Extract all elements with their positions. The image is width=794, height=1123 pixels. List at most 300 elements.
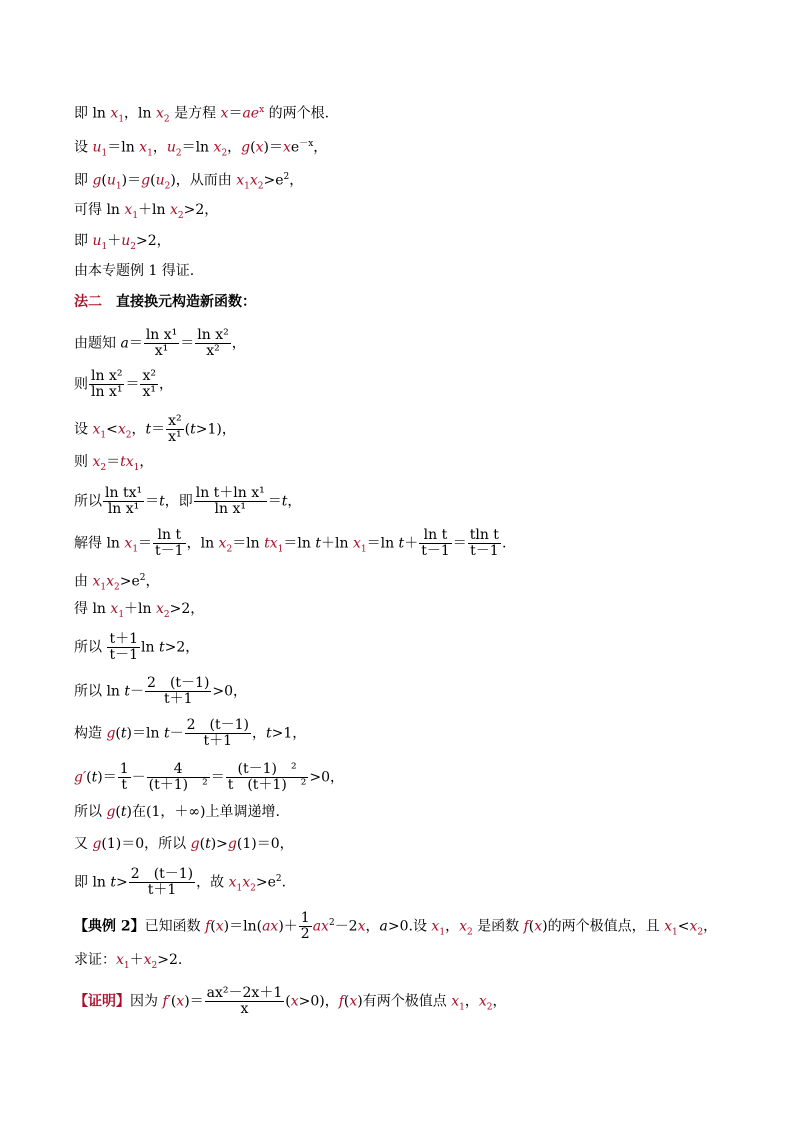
- math-line: [74, 762, 344, 793]
- text-run: x: [92, 573, 101, 590]
- text-run: >0，: [212, 683, 248, 700]
- text-run: >e: [255, 874, 276, 891]
- math-line: [74, 632, 199, 663]
- text-run: 是函数: [472, 918, 524, 935]
- text-run: 的两个根.: [264, 105, 330, 122]
- text-run: >e: [263, 172, 284, 189]
- fraction-denominator: t: [121, 777, 127, 793]
- subscript: 1: [101, 241, 108, 252]
- text-run: tx: [264, 535, 278, 552]
- subscript: 1: [672, 927, 678, 938]
- fraction: [419, 528, 452, 559]
- fraction: [226, 762, 309, 793]
- fraction-denominator: x¹: [154, 343, 169, 359]
- text-run: .: [281, 874, 287, 891]
- text-run: ，: [145, 573, 160, 590]
- text-run: t: [120, 725, 127, 742]
- text-line: [74, 834, 294, 854]
- superscript: x: [259, 105, 265, 115]
- fraction: [144, 328, 179, 359]
- fraction: [107, 632, 140, 663]
- text-run: 已知函数: [144, 918, 206, 935]
- text-run: g: [92, 172, 102, 189]
- text-run: 则: [74, 454, 93, 470]
- text-run: ，: [492, 993, 507, 1010]
- fraction: [166, 414, 184, 445]
- text-line: [74, 802, 280, 822]
- fraction-numerator: ln t＋ln x¹: [195, 485, 265, 501]
- math-line: [74, 369, 173, 400]
- text-run: x: [218, 535, 227, 552]
- text-run: 【证明】: [74, 993, 130, 1010]
- fraction: [195, 328, 230, 359]
- text-run: ，: [287, 493, 302, 510]
- text-run: －: [169, 725, 184, 742]
- fraction-denominator: ln x¹: [214, 501, 246, 517]
- text-run: a: [379, 918, 388, 935]
- text-run: x: [156, 601, 164, 617]
- text-run: x: [117, 421, 126, 438]
- text-run: 即: [74, 233, 93, 249]
- fraction-numerator: (t－1) ²: [226, 762, 309, 778]
- text-run: ，即: [164, 493, 193, 510]
- fraction-denominator: t－1: [470, 543, 499, 559]
- text-run: ，: [251, 725, 266, 742]
- text-run: x: [349, 993, 358, 1010]
- math-line: [74, 676, 247, 707]
- text-run: x: [689, 918, 698, 935]
- text-run: ，故: [196, 874, 229, 891]
- text-line: [74, 950, 182, 976]
- text-run: ＝: [180, 335, 195, 352]
- text-run: u: [106, 172, 116, 189]
- subscript: 1: [132, 544, 139, 555]
- text-run: ，: [445, 918, 460, 935]
- text-run: ，: [152, 139, 167, 156]
- text-run: ＝ln: [232, 535, 265, 552]
- superscript: －x: [299, 139, 314, 149]
- subscript: 2: [697, 927, 704, 938]
- fraction-numerator: ln x²: [197, 327, 229, 343]
- fraction-denominator: x¹: [168, 429, 182, 445]
- text-run: －: [131, 769, 146, 786]
- text-run: ＝: [210, 769, 225, 786]
- text-run: x: [92, 454, 101, 470]
- text-run: x: [255, 139, 264, 156]
- text-run: x: [92, 421, 101, 438]
- subscript: 1: [439, 927, 446, 938]
- text-run: t: [205, 836, 211, 852]
- text-run: x: [282, 139, 291, 156]
- subscript: 1: [118, 114, 125, 125]
- text-run: 所以: [74, 639, 107, 656]
- fraction: [194, 486, 267, 517]
- fraction-denominator: t－1: [155, 543, 184, 559]
- text-line: [74, 568, 159, 597]
- text-run: (1)＝0，: [236, 836, 294, 852]
- fraction-numerator: 2 (t－1): [130, 866, 194, 882]
- fraction-numerator: ln x¹: [145, 327, 178, 343]
- subscript: 2: [466, 927, 473, 938]
- text-run: t: [145, 421, 152, 438]
- subscript: 2: [175, 148, 182, 159]
- text-run: 法二: [74, 294, 102, 310]
- text-run: u: [92, 233, 102, 249]
- subscript: 2: [100, 462, 107, 473]
- text-run: (: [199, 836, 206, 852]
- text-run: 即: [74, 172, 93, 189]
- fraction-denominator: x: [240, 1001, 249, 1017]
- text-run: >2，: [169, 601, 205, 617]
- text-run: )＝ln: [126, 725, 164, 742]
- text-run: 解得 ln: [74, 535, 125, 552]
- fraction: [118, 762, 131, 793]
- math-line: [74, 718, 306, 749]
- text-run: －2: [334, 918, 358, 935]
- text-run: ＝: [106, 454, 121, 470]
- text-run: >0.设: [387, 918, 432, 935]
- text-run: x: [143, 952, 152, 968]
- text-run: 直接换元构造新函数：: [102, 294, 256, 310]
- text-run: 由: [74, 573, 93, 590]
- text-run: 构造: [74, 725, 107, 742]
- text-run: >0)，: [298, 993, 339, 1010]
- text-run: u: [166, 139, 176, 156]
- text-run: x: [156, 105, 164, 122]
- text-run: >2.: [157, 952, 183, 968]
- text-run: ＋: [404, 535, 419, 552]
- subscript: 1: [147, 148, 153, 159]
- text-run: >: [116, 874, 128, 891]
- math-line: [74, 867, 286, 898]
- text-run: )＝: [97, 769, 117, 786]
- text-run: x: [106, 573, 114, 590]
- text-run: >e: [119, 573, 140, 590]
- text-run: ＝: [138, 535, 153, 552]
- fraction-numerator: ln x²: [91, 368, 123, 384]
- text-run: 得 ln: [74, 601, 111, 617]
- text-run: t: [158, 639, 165, 656]
- text-run: t: [398, 535, 405, 552]
- text-run: g: [241, 139, 251, 156]
- text-run: tx: [120, 454, 134, 470]
- text-run: >2，: [135, 233, 171, 249]
- subscript: 1: [459, 1002, 465, 1013]
- fraction-numerator: x²: [168, 413, 182, 429]
- text-run: (: [285, 993, 291, 1010]
- subscript: 2: [163, 609, 170, 620]
- fraction: [468, 528, 501, 559]
- fraction-denominator: t－1: [109, 647, 138, 663]
- text-run: ＝: [145, 493, 160, 510]
- fraction-numerator: ln t: [419, 528, 452, 544]
- text-run: x: [249, 172, 258, 189]
- text-line: [74, 452, 153, 478]
- fraction: [185, 718, 251, 749]
- text-run: (: [86, 769, 92, 786]
- text-run: x: [290, 993, 299, 1010]
- subscript: 2: [257, 181, 264, 192]
- text-run: ，: [313, 139, 328, 156]
- text-run: ，: [131, 421, 146, 438]
- text-run: ，: [703, 918, 718, 935]
- fraction: [89, 369, 124, 400]
- text-run: )＝: [121, 172, 142, 189]
- text-run: 所以: [74, 493, 102, 510]
- text-run: )＝ln(: [223, 918, 263, 935]
- fraction: [205, 986, 285, 1017]
- fraction: [153, 528, 186, 559]
- text-run: x: [139, 139, 148, 156]
- text-run: 由题知: [74, 335, 121, 352]
- text-run: (: [170, 993, 177, 1010]
- text-run: x: [534, 918, 543, 935]
- fraction-denominator: t－1: [421, 543, 450, 559]
- text-run: f: [338, 993, 344, 1010]
- fraction-denominator: (t＋1) ²: [148, 777, 208, 793]
- text-run: f: [205, 918, 211, 935]
- text-run: ＋ln: [138, 202, 170, 218]
- text-run: ，: [139, 454, 154, 470]
- text-run: x: [431, 918, 440, 935]
- text-run: x: [110, 601, 119, 617]
- text-run: >0，: [309, 769, 345, 786]
- text-run: 求证：: [74, 952, 116, 968]
- subscript: 1: [132, 210, 139, 221]
- subscript: 2: [226, 544, 233, 555]
- text-run: 设: [74, 421, 93, 438]
- text-run: x: [220, 105, 229, 122]
- text-run: (: [184, 421, 191, 438]
- superscript: 2: [139, 573, 146, 583]
- text-run: ＋: [107, 233, 122, 249]
- text-run: ，: [464, 993, 479, 1010]
- text-run: x: [357, 918, 366, 935]
- text-run: ＝: [228, 105, 243, 122]
- text-run: x: [478, 993, 487, 1010]
- text-run: )＋: [278, 918, 298, 935]
- text-run: (: [250, 139, 256, 156]
- text-run: t: [110, 874, 117, 891]
- text-run: x: [236, 172, 245, 189]
- example-statement: [74, 911, 717, 942]
- text-run: 即 ln: [74, 105, 111, 122]
- fraction-denominator: t＋1: [147, 882, 177, 898]
- fraction-denominator: t＋1: [163, 691, 193, 707]
- text-run: x: [170, 202, 178, 218]
- text-run: x: [228, 874, 237, 891]
- text-run: g′: [74, 769, 87, 786]
- fraction-numerator: ln tx¹: [105, 485, 143, 501]
- subscript: 2: [151, 960, 158, 971]
- text-run: x: [215, 918, 224, 935]
- text-run: (1)＝0，所以: [101, 836, 191, 852]
- text-run: ，: [227, 139, 242, 156]
- text-run: t: [120, 804, 127, 820]
- text-run: (: [101, 172, 107, 189]
- text-run: (: [528, 918, 535, 935]
- text-run: ＝: [267, 493, 282, 510]
- subscript: 2: [164, 181, 171, 192]
- text-run: ax: [262, 918, 279, 935]
- text-run: 则: [74, 376, 88, 393]
- text-run: f′: [162, 993, 171, 1010]
- text-line: [74, 231, 171, 257]
- text-run: ，ln: [124, 105, 156, 122]
- text-run: (: [343, 993, 350, 1010]
- subscript: 1: [118, 609, 125, 620]
- text-run: x: [451, 993, 460, 1010]
- text-run: t: [265, 725, 272, 742]
- subscript: 1: [244, 181, 250, 192]
- text-run: x: [124, 202, 133, 218]
- text-run: ＝ln: [107, 139, 140, 156]
- math-line: [74, 328, 246, 359]
- text-run: x: [213, 139, 222, 156]
- text-run: x: [124, 535, 133, 552]
- text-run: ＝ln: [283, 535, 316, 552]
- math-line: [74, 486, 301, 517]
- superscript: 2: [275, 873, 282, 884]
- fraction: [299, 911, 312, 942]
- text-run: <: [106, 421, 118, 438]
- text-run: t: [163, 725, 170, 742]
- text-run: x: [176, 993, 185, 1010]
- text-run: ＋ln: [124, 601, 156, 617]
- text-run: t: [124, 683, 131, 700]
- fraction-denominator: x¹: [142, 384, 156, 400]
- fraction-numerator: ax²－2x＋1: [206, 985, 283, 1001]
- text-run: g: [141, 172, 151, 189]
- text-run: ＝: [128, 335, 143, 352]
- text-run: x: [242, 874, 251, 891]
- fraction-numerator: 2 (t－1): [186, 717, 249, 733]
- text-run: 即 ln: [74, 874, 111, 891]
- fraction-numerator: 1: [300, 910, 310, 926]
- text-run: －: [130, 683, 145, 700]
- text-run: (: [150, 172, 156, 189]
- fraction-denominator: 2: [300, 926, 310, 942]
- text-run: )的两个极值点，且: [542, 918, 665, 935]
- text-run: .: [501, 535, 507, 552]
- fraction: [103, 486, 144, 517]
- text-run: (: [210, 918, 216, 935]
- subscript: 2: [177, 210, 184, 221]
- text-line: [74, 167, 303, 196]
- subscript: 2: [221, 148, 228, 159]
- fraction-numerator: 1: [119, 761, 129, 777]
- fraction-denominator: ln x¹: [107, 501, 140, 517]
- text-run: 设: [74, 139, 93, 156]
- text-run: 可得 ln: [74, 202, 125, 218]
- text-run: (: [115, 725, 121, 742]
- text-run: 由本专题例 1 得证.: [74, 263, 195, 279]
- fraction-denominator: t＋1: [203, 733, 233, 749]
- section-heading: [74, 292, 256, 312]
- text-run: t: [315, 535, 321, 552]
- fraction-denominator: t (t＋1) ²: [227, 777, 307, 793]
- text-run: x: [110, 105, 119, 122]
- text-run: )＝: [184, 993, 204, 1010]
- text-run: 是方程: [169, 105, 221, 122]
- text-run: u: [155, 172, 165, 189]
- text-run: ＋: [129, 952, 144, 968]
- text-run: ＝: [452, 535, 467, 552]
- text-run: g: [92, 836, 102, 852]
- fraction: [129, 867, 195, 898]
- subscript: 2: [114, 582, 120, 593]
- fraction: [140, 369, 158, 400]
- text-run: x: [352, 535, 361, 552]
- text-run: 又: [74, 836, 93, 852]
- text-run: ＝ln: [181, 139, 214, 156]
- text-run: 所以: [74, 804, 107, 820]
- text-run: ，ln: [186, 535, 219, 552]
- math-line: [74, 528, 506, 559]
- text-run: >1)，: [195, 421, 236, 438]
- text-run: ae: [242, 105, 260, 122]
- text-run: 【典例 2】: [74, 918, 145, 935]
- math-line: [74, 414, 236, 445]
- text-run: (: [115, 804, 121, 820]
- text-run: g: [190, 836, 200, 852]
- fraction: [145, 676, 211, 707]
- text-run: )＝: [263, 139, 283, 156]
- fraction-numerator: 2 (t－1): [147, 675, 210, 691]
- subscript: 2: [250, 883, 256, 894]
- text-line: [74, 200, 218, 226]
- subscript: 2: [163, 114, 170, 125]
- text-run: ax: [312, 918, 329, 935]
- fraction-numerator: t＋1: [109, 631, 138, 647]
- text-run: x: [116, 952, 124, 968]
- text-run: e: [290, 139, 300, 156]
- text-run: >2，: [183, 202, 219, 218]
- text-run: t: [91, 769, 98, 786]
- text-run: )，从而由: [170, 172, 237, 189]
- text-run: ，: [231, 335, 246, 352]
- proof-line: [74, 986, 507, 1017]
- text-run: <: [677, 918, 690, 935]
- text-run: x: [664, 918, 672, 935]
- text-run: g: [106, 725, 116, 742]
- subscript: 1: [277, 544, 284, 555]
- fraction-numerator: tln t: [469, 527, 499, 543]
- text-run: 因为: [130, 993, 163, 1010]
- subscript: 2: [130, 241, 136, 252]
- text-run: ＝: [151, 421, 166, 438]
- text-line: [74, 100, 329, 129]
- text-line: [74, 134, 327, 163]
- subscript: 1: [123, 960, 130, 971]
- subscript: 2: [125, 430, 132, 441]
- subscript: 1: [236, 883, 243, 894]
- subscript: 1: [101, 148, 108, 159]
- fraction-numerator: x²: [142, 368, 156, 384]
- fraction-numerator: 4: [147, 762, 210, 778]
- text-run: ＝: [125, 376, 140, 393]
- fraction: [147, 762, 210, 793]
- text-run: ，: [158, 376, 173, 393]
- fraction-denominator: ln x¹: [91, 384, 123, 400]
- text-run: ，: [365, 918, 380, 935]
- subscript: 1: [115, 181, 122, 192]
- text-run: a: [120, 335, 129, 352]
- fraction-numerator: ln t: [153, 528, 186, 544]
- text-run: )在(1，＋∞)上单调递增.: [126, 804, 280, 820]
- text-run: u: [121, 233, 131, 249]
- text-run: >2，: [164, 639, 200, 656]
